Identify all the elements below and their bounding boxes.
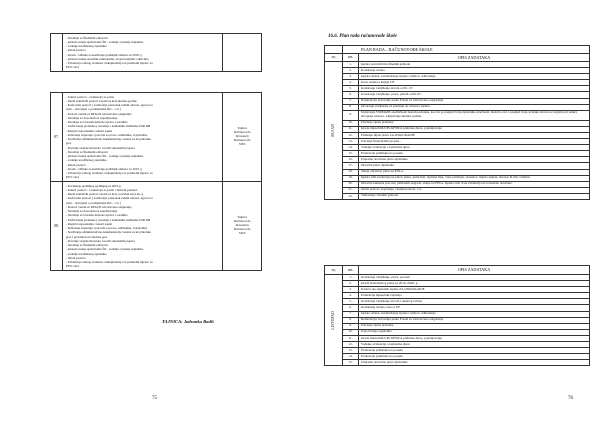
task-row <box>343 110 589 120</box>
task-row <box>343 79 589 85</box>
task-item: - vođenje urudžbenog zapisnika <box>65 44 107 48</box>
task-item: god. <box>65 141 72 146</box>
task-item: - Praćenje stručne literature i novih zakonskih propisa <box>65 145 135 150</box>
task-item: - Registri zaposlenika i tekući zapisi <box>65 221 113 226</box>
task-description: Kontiranje računa <box>361 67 385 72</box>
task-row <box>343 280 589 286</box>
task-item: - Evidencija radnog vremena i inkapitulacija za prethodni mjesec za <box>65 171 153 175</box>
task-item: - Izrada - Odluke za korištenje godišnjih odmora za 2019. g <box>65 166 142 171</box>
task-item: - Unificiranje podataka ( suradnja s nadležnim službama ZOR RH <box>65 217 151 222</box>
task-item: - Evidencija radnog vremena i inkapitulacija za prethodni mjesec za <box>65 260 153 264</box>
month-label: LISTOPAD <box>331 310 336 330</box>
task-row <box>343 104 589 110</box>
task-number: 4. <box>343 293 359 298</box>
task-description: Izrada financijskog plana za 2019.-2020. g. <box>361 280 419 285</box>
task-number: 6. <box>343 92 359 97</box>
task-description: Usporavanje regulatika <box>361 329 392 334</box>
task-description: Praćenje cijena prehrane <box>361 120 394 125</box>
task-item: - Razni statistički poslovi vezani za kraj školske godine <box>65 98 137 103</box>
task-row <box>343 132 589 138</box>
task-item: - prisustvovanje sjednicama ŠO , vođenje i pisanje zapisnika <box>65 39 144 44</box>
month-header: Mj <box>325 53 342 61</box>
plan-header: PLAN RADA – RAČUNOVOĐE ŠKOLE <box>343 46 589 54</box>
task-description: Kontiranje i knjiženje, plaća, putnih od 01.07. <box>361 92 422 97</box>
responsible-cell <box>223 34 261 71</box>
task-row <box>343 335 589 341</box>
table-row <box>51 34 261 71</box>
task-number: 7. <box>343 99 359 104</box>
responsible-cell <box>223 93 261 181</box>
task-row <box>343 193 589 199</box>
task-number: 3. <box>343 74 359 79</box>
task-number: 6. <box>343 305 359 310</box>
table-row <box>51 181 261 270</box>
task-row <box>343 62 589 67</box>
task-number: 2. <box>343 68 359 73</box>
row-number-cell <box>51 34 63 71</box>
task-description: Praćenje financijskih propisa - <box>361 138 402 143</box>
task-description: Poslovi oko djelatnih isplata ZA OSIGURANJE <box>361 286 425 291</box>
task-row <box>343 317 589 323</box>
accountant-plan-table-october <box>324 265 590 366</box>
task-description: Izrada mjesečnih UPLATNICA prehrane djece, popunjavanje <box>361 126 442 131</box>
task-number: 8. <box>343 318 359 323</box>
row-number: 08. <box>51 182 63 270</box>
task-item: - Evidencija radnog vremena i inkapitulacija za prethodni mjesec za <box>65 61 153 65</box>
task-item: - Ostali poslovi <box>65 162 86 167</box>
task-description: Kontiranje računa, unos u UF <box>361 305 401 310</box>
task-number: 15. <box>343 151 359 156</box>
task-number: 9. <box>343 324 359 329</box>
task-row <box>343 138 589 144</box>
task-item: - Tekući poslovi - evakuacija za požar <box>65 94 115 99</box>
task-number: 17. <box>343 163 359 168</box>
task-row <box>343 162 589 168</box>
task-description: Primanje dijela plaća ZA OSIGURANJE <box>361 132 416 137</box>
task-description: Priprema obračuna plaća djelatnika <box>361 156 408 161</box>
task-number: 18. <box>343 170 359 175</box>
task-row <box>343 329 589 335</box>
task-item: - Sređivanje administrativne dokumentacije vezane za kraj školske <box>65 230 151 235</box>
task-item: - Korištenje godišnjeg godišnjeg za 2019 g. <box>65 183 122 188</box>
task-row <box>343 175 589 181</box>
task-row <box>343 359 589 365</box>
task-description: Izrada mjesečnih UPLATNICA prehrane djece, popunjavanje <box>361 335 442 340</box>
task-number: 13. <box>343 348 359 353</box>
right-page <box>300 0 600 424</box>
task-item: - Izdavanje uvjerenja i potvrda za prava, udžbenike, svjedodžbe <box>65 226 148 230</box>
task-item: - Suradnja sa Zavodom za zapošljavanje <box>65 209 118 213</box>
task-rows <box>343 275 589 365</box>
task-row <box>343 181 589 187</box>
task-description: Evidencija primitaka na posudu <box>361 150 403 155</box>
month-cell <box>325 62 343 199</box>
task-number: 14. <box>343 354 359 359</box>
task-description: Priprema obračuna plaća djelatnika <box>361 359 408 364</box>
task-item: radu – obavijesti o promjenama RO – i sl. ) <box>65 107 122 112</box>
task-item: - Ostali poslovi <box>65 255 86 260</box>
task-number: 1. <box>343 275 359 280</box>
section-title: 16.6. Plan rada računovođe škole <box>328 34 397 39</box>
task-row <box>343 323 589 329</box>
task-item: - Praćenje stručne literature i novih zakonskih propisa <box>65 238 135 243</box>
task-row <box>343 304 589 310</box>
task-number: 5. <box>343 299 359 304</box>
task-number: 16. <box>343 157 359 162</box>
month-cell <box>325 275 343 365</box>
task-item: - Kadrovski poslovi ( zasnivanje prestanak radnih odnosa, ugovori o <box>65 103 153 107</box>
task-number: 7. <box>343 312 359 317</box>
month-header: Mj <box>325 266 343 274</box>
task-description: Kontiranje i knjiženje izvoda i ulaznog računa <box>361 298 422 303</box>
task-description: Isplata redovitih litrofinalnih prihoda <box>361 61 410 66</box>
task-item: - Suradnja sa Zavodom za zapošljavanje <box>65 115 118 120</box>
task-description: Isplata računa, evidentiranje isplate i njihovo arhiviranje <box>361 311 436 316</box>
task-description: Evidencija primitaka na posudu <box>361 353 403 358</box>
task-row <box>343 73 589 79</box>
task-row <box>343 298 589 304</box>
task-item: - Izdavanje uvjerenja i potvrda za pravo, udžbenike, svjedodžbe <box>65 132 148 137</box>
task-number: 22. <box>343 194 359 199</box>
task-item: - Izrada - Odluke za korištenje godišnjih odmora za 2018. g <box>65 52 142 57</box>
task-item: - Poslovi vezani za REGOS zdravstveno osiguranje <box>65 204 132 209</box>
task-item: - Suradnja sa Školskim odborom <box>65 243 108 247</box>
task-number: 14. <box>343 145 359 150</box>
task-row <box>343 144 589 150</box>
task-row <box>343 292 589 298</box>
task-description: Upisivanje VIRMANI analitičkom bazom podataka, kao što je pregled broja djelatnika stručnosti, školstva, itd. i pregled broja učenika izravno iz registra pri usluzi, zbrojenje nastave, zaključenje školske godine. <box>361 110 578 119</box>
task-row <box>343 286 589 292</box>
task-description: Refundacija bolovanja preko Fonda za zdravstveno osiguranje <box>361 98 444 103</box>
task-item: - vođenje urudžbenog zapisnika <box>65 158 107 163</box>
task-item: radu – obavijesti o promjenama RO – i sl. ) <box>65 200 122 205</box>
task-row <box>343 353 589 359</box>
task-row <box>343 98 589 104</box>
task-row <box>343 347 589 353</box>
task-number: 20. <box>343 182 359 187</box>
task-description: Obračun plaća djelatnika <box>361 163 394 167</box>
task-number: 12. <box>343 342 359 347</box>
table-header <box>325 266 589 275</box>
table-header <box>325 46 589 62</box>
task-rows <box>343 62 589 199</box>
task-description: Isplata svih evidencija uz plaću, plaće, putni listi, isplatna lista, vrste primanja, obustava, mjesto isplate, obrazac R-Sm, virmani. <box>361 175 531 180</box>
task-description: Refundacija bolovanja preko Fonda za zdravstveno osiguranje <box>361 317 444 322</box>
task-description: Otvaranje evidencija za pračenje dj. obveza i isplata. <box>361 104 431 109</box>
task-description: Kontiranje i knjiženje, plaća, porezni <box>361 274 410 279</box>
accountant-plan-table-september <box>324 45 590 200</box>
task-item: - Sređivanje administrativne dokumentacije vezane za kraj školske <box>65 137 151 141</box>
task-number: 9. <box>343 111 359 120</box>
task-item: PTO i AO <box>65 175 79 180</box>
task-description: Vođenje evidencija o isplatama djece <box>361 144 410 149</box>
task-number: 11. <box>343 336 359 341</box>
task-number: 13. <box>343 139 359 144</box>
task-list <box>63 93 223 181</box>
row-number: 07. <box>51 93 63 181</box>
page-number: 75 <box>152 396 157 401</box>
responsible-list: Tajnica Računovođa Ravnatelj Računovođa SISS <box>233 126 251 146</box>
task-item: god. i početak nove školske god. <box>65 234 108 239</box>
task-row <box>343 91 589 97</box>
task-description: Vođenje evidencija o isplatama djece <box>361 341 410 346</box>
task-number: 5. <box>343 86 359 91</box>
task-number: 19. <box>343 176 359 181</box>
task-item: - Unificiranje podataka ( suradnja s nadležnim službama ZOR RH <box>65 124 151 129</box>
task-list <box>63 182 223 270</box>
task-description: Evidencija primitaka na posudu <box>361 347 403 352</box>
task-row <box>343 126 589 132</box>
task-item: - Poslovi vezani za REGOS zdravstveno osiguranje <box>65 111 132 116</box>
opis-header: OPIS ZADATAKA <box>457 267 491 273</box>
table-row <box>51 93 261 181</box>
task-item: - Razni statistički poslovi vezani za kraj i početak nove šk. g. <box>65 192 144 196</box>
task-number: 10. <box>343 330 359 335</box>
task-number: 12. <box>343 133 359 138</box>
task-item: PTO i AO <box>65 65 79 70</box>
task-item: - vođenje urudžbenog zapisnika <box>65 251 107 256</box>
task-row <box>343 120 589 126</box>
task-item: - prisustvovanje stručnim seminarima, savjetovanjima i aktivima <box>65 56 149 61</box>
task-number: 21. <box>343 188 359 193</box>
task-description: Obračun naknada prevoza, jubilarnih nagrada, slanje na FIN-u. Isplata svih vrsta evidencija uz navedene obračune. <box>361 181 513 186</box>
task-description: Isplata računa, evidentiranje isplate i njihovo arhiviranje <box>361 73 436 78</box>
task-number: 15. <box>343 360 359 365</box>
task-number: 3. <box>343 287 359 292</box>
responsible-list: Tajnica Računovođa Ravnatelj Računovođa SISS <box>233 215 251 235</box>
task-number: 2. <box>343 281 359 286</box>
page-number: 76 <box>568 396 573 401</box>
task-item: - prisustvovanje sjednicama ŠO , vođenje i pisanje zapisnika <box>65 154 144 158</box>
task-item: - Suradnja sa Uredom državne uprave i ostalima <box>65 120 128 124</box>
task-row <box>343 311 589 317</box>
rb-header: RB. <box>343 54 359 61</box>
task-description: Unos računa u knjigu UF <box>361 79 395 84</box>
task-number: 1. <box>343 62 359 67</box>
task-item: - Ostali poslovi <box>65 48 86 53</box>
task-row <box>343 156 589 162</box>
left-main-table <box>50 92 262 271</box>
task-item: - prisustvovanje sjednicama ŠO , vođenje i pisanje zapisnika <box>65 247 144 252</box>
task-item: - Registri zaposlenika i tekući zapisi <box>65 128 113 133</box>
task-list <box>63 34 223 71</box>
task-row <box>343 341 589 347</box>
task-item: PTO i AO <box>65 264 79 269</box>
task-description: Tumačenje vlastitih prihoda. <box>361 193 399 198</box>
left-top-table <box>50 33 262 72</box>
task-description: Slanje obračuna plaća na FIN-u. <box>361 169 404 174</box>
task-description: Ostali poslovi, kopiranje, vanjski poslovi, i sl. <box>361 187 422 192</box>
task-row <box>343 169 589 175</box>
task-description: Evidencija mjesečnih zvještaja <box>361 292 402 297</box>
task-item: - Tekući poslovi - evakuacija za požar i državni praznici <box>65 187 138 192</box>
signature-line: TAJNICA: Jadranka Radiš <box>162 319 214 324</box>
opis-header: OPIS ZADATAKA <box>457 54 491 60</box>
task-item: - Suradnja sa Školskim odborom <box>65 35 108 40</box>
task-number: 4. <box>343 80 359 85</box>
task-item: - Suradnja sa Školskim odborom <box>65 149 108 154</box>
task-row <box>343 275 589 280</box>
task-row <box>343 187 589 193</box>
task-description: Kontiranje i knjiženje izvoda od 01. 07. <box>361 85 414 90</box>
task-number: 11. <box>343 127 359 132</box>
task-row <box>343 85 589 91</box>
task-number: 10. <box>343 121 359 126</box>
task-number: 8. <box>343 105 359 110</box>
task-row <box>343 67 589 73</box>
month-label: RUJAN <box>331 124 336 137</box>
responsible-cell <box>223 182 261 270</box>
rb-header: RB. <box>343 266 359 274</box>
task-item: - Suradnja sa Uredom državne uprave i ostalima <box>65 213 128 218</box>
task-item: - Kadrovski poslovi ( zasnivanje prestanak radnih odnosa, ugovori o <box>65 196 153 201</box>
task-description: Praćenje cijena prehrane <box>361 323 394 328</box>
task-row <box>343 150 589 156</box>
